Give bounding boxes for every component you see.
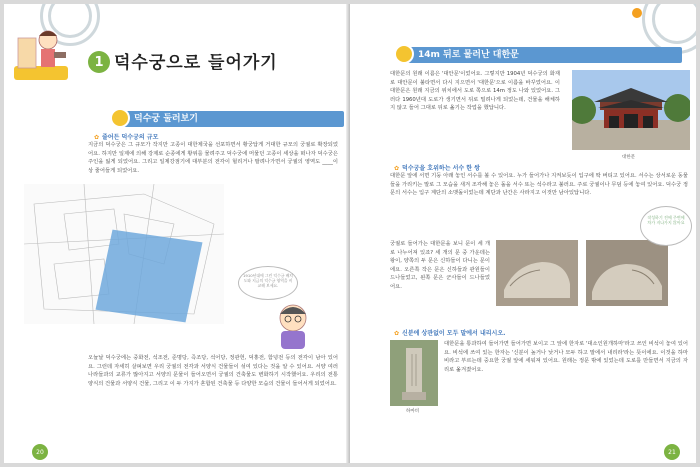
chapter-number-badge: 1	[88, 51, 110, 73]
dot-decoration	[632, 8, 642, 18]
paragraph-gates: 궁궐로 들어가는 대한문을 보니 문이 세 개로 나누어져 있죠? 세 개의 문 중 가운데는 왕이, 양쪽의 두 문은 신하들이 다니는 문이에요. 오른쪽 작은 문은 신하들과 관원들이 드나들었고, 왼쪽 문은 군사들이 드나들었어요.	[390, 241, 490, 290]
boy-character-icon	[272, 302, 314, 350]
sub-heading: ✿ 덕수궁을 호위하는 서수 한 쌍	[394, 165, 480, 172]
page-number: 21	[664, 444, 680, 460]
right-page	[350, 4, 696, 463]
section-icon	[394, 44, 414, 64]
paragraph-seosu: 대한문 앞에 서면 기둥 아래 놓인 서수를 볼 수 있어요. 누가 들어가나 지켜보듯이 입구에 딱 버티고 있어요. 서수는 상서로운 동물들을 가리키는 말로 그 모습을 새겨 조각해 놓은 돌을 서수 또는 석수라고 불러요. 주로 궁궐이나 무덤 등에 놓여 있어요. 덕수궁 정문의 서수는 입구 계단의 소맷돌이었는데 계단과 난간은 사라지고 이것만 남아있답니다.	[390, 173, 689, 197]
daehanmun-photo	[572, 70, 690, 150]
paragraph-buildings: 오늘날 덕수궁에는 중화전, 석조전, 준명당, 즉조당, 석어당, 정관헌, 덕홍전, 함녕전 등의 전각이 남아 있어요. 그런데 자세히 살펴보면 우리 궁궐의 전각과 서양식 건물들이 섞여 있다는 것을 알 수 있어요. 서양 여러 나라들과의 교류가 많아지고 서양의 문물이 들어오면서 궁궐의 건축물도 변화하기 시작했어요. 우리의 전통양식의 건물과 서양식 건물, 그리고 이 두 가지가 혼합된 건축물 등 다양한 모습의 건물이 들어서게 되었어요.	[88, 355, 338, 387]
page-number: 20	[32, 444, 48, 460]
left-page	[4, 4, 350, 463]
section-title: 덕수궁 둘러보기	[134, 114, 198, 124]
section-header-bar	[116, 111, 344, 127]
star-icon: ✿	[94, 134, 100, 141]
paragraph-hamabi: 대한문을 통과하여 들어가면 들어가면 보이고 그 앞에 한자로 '대소인원개하마'라고 쓰인 비석이 놓여 있어요. 비석에 쓰여 있는 한자는 '신분이 높거나 낮거나 모두 하고 말에서 내리라'라는 뜻이에요. 이것을 하마비라고 부르는데 중요한 궁궐 앞에 세워져 있어요. 원래는 정문 밖에 있었는데 도로를 만들면서 지금의 자리로 옮겨졌어요.	[444, 341, 688, 373]
paragraph-scale: 지금의 덕수궁은 그 규모가 작지만 고종이 대한제국을 선포하면서 황궁답게 거대한 규모의 궁궐로 확장되었어요. 하지만 일제에 의해 강제로 순종에게 황위를 물려주고 덕수궁에 머물던 고종이 세상을 떠나자 덕수궁은 주인을 잃게 되었어요. 그리고 일제강점기에 대부분의 전각이 헐리거나 팔려나가면서 궁궐의 영역도 ____이상 줄어들게 되었어요.	[88, 142, 338, 174]
chapter-title: 덕수궁으로 들어가기	[114, 53, 278, 73]
current-palace-area	[95, 230, 202, 323]
paragraph-daehanmun: 대한문의 원래 이름은 '대안문'이었어요. 그렇지만 1904년 덕수궁의 화재로 대안문이 불타면서 다시 지으면서 '대한문'으로 이름을 바꾸었어요. 이 대한문은 원래 지금의 위치에서 도로 쪽으로 14m 정도 나와 있었어요. 그러다 1960년대 도로가 생기면서 뒤로 밀려나게 되었는데, 건물을 해체하지 않고 들어 그대로 뒤로 옮기는 작업을 했답니다.	[390, 71, 560, 112]
seosu-photo-left	[496, 240, 578, 306]
photo-caption: 하마비	[406, 409, 420, 414]
section-icon	[110, 108, 130, 128]
section-title: 14m 뒤로 물러난 대한문	[418, 50, 519, 60]
hamabi-photo	[390, 340, 438, 406]
seosu-photo-right	[586, 240, 668, 306]
speech-bubble: 작성하기 전에 주변에 차가 지나가지 않아요	[640, 206, 692, 246]
photo-caption: 대한문	[622, 155, 636, 160]
star-icon: ✿	[394, 330, 400, 337]
star-icon: ✿	[394, 165, 400, 172]
child-reading-illustration-icon	[10, 18, 72, 88]
speech-bubble: 1910년대에 그린 덕수궁 배치도와 지금의 덕수궁 영역을 비교해 보세요.	[238, 266, 298, 300]
section-header-bar	[400, 47, 682, 63]
sub-heading: ✿ 신분에 상관없이 모두 말에서 내리시오.	[394, 330, 506, 337]
sub-heading: ✿ 줄어든 덕수궁의 규모	[94, 134, 159, 141]
